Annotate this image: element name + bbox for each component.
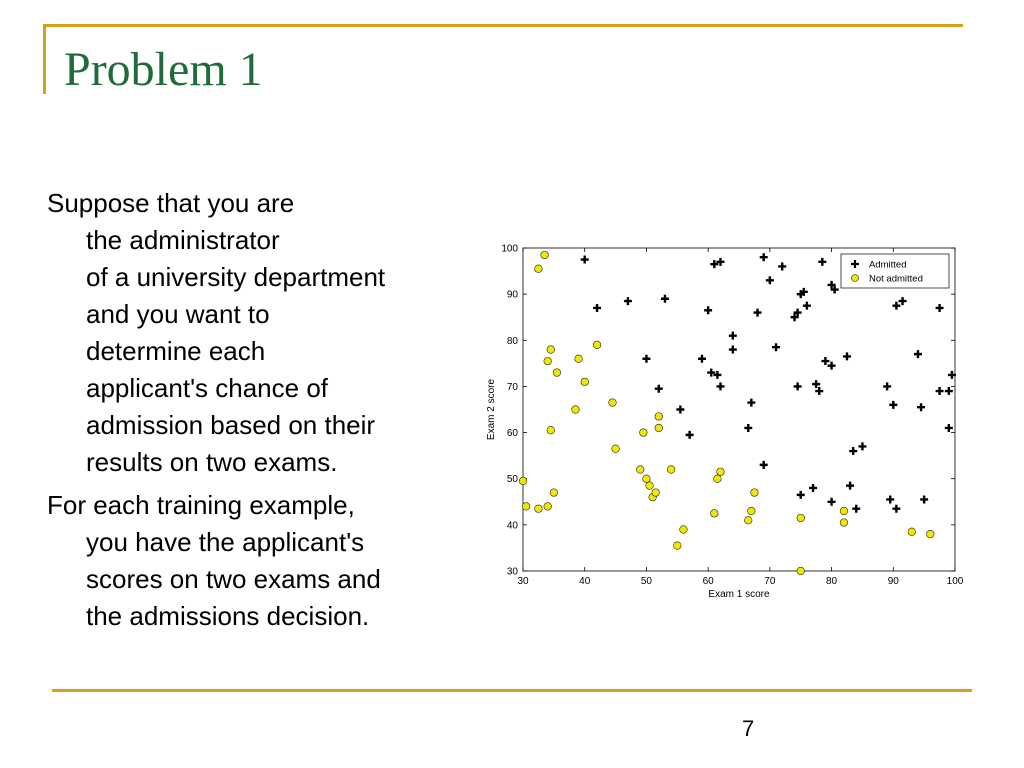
not-admitted-point: [751, 489, 759, 497]
paragraph-line: determine each: [86, 336, 266, 366]
not-admitted-point: [797, 514, 805, 522]
not-admitted-point: [550, 489, 558, 497]
not-admitted-point: [797, 567, 805, 575]
not-admitted-point: [544, 503, 552, 511]
not-admitted-point: [711, 510, 719, 518]
not-admitted-point: [535, 265, 543, 273]
not-admitted-point: [547, 346, 555, 354]
not-admitted-point: [908, 528, 916, 536]
not-admitted-point: [840, 507, 848, 515]
not-admitted-point: [655, 413, 663, 421]
not-admitted-point: [652, 489, 660, 497]
paragraph-1: [47, 185, 487, 481]
paragraph-line: applicant's chance of: [86, 373, 329, 403]
not-admitted-point: [717, 468, 725, 476]
paragraph-line: the administrator: [86, 225, 280, 255]
not-admitted-point: [572, 406, 580, 414]
not-admitted-point: [575, 355, 583, 363]
not-admitted-point: [519, 477, 527, 485]
y-tick-label: 80: [506, 335, 518, 347]
x-tick-label: 40: [579, 576, 591, 587]
paragraph-line: admission based on their: [86, 410, 376, 440]
paragraph-line: scores on two exams and: [86, 564, 381, 594]
bullet-list: [47, 185, 487, 641]
not-admitted-point: [581, 378, 589, 386]
not-admitted-point: [655, 424, 663, 432]
admissions-scatter-chart: [480, 236, 970, 611]
not-admitted-point: [612, 445, 620, 453]
paragraph-line: you have the applicant's: [86, 527, 365, 557]
not-admitted-point: [748, 507, 756, 515]
y-tick-label: 30: [506, 566, 518, 578]
paragraph-line: of a university department: [86, 262, 386, 292]
y-tick-label: 40: [506, 520, 518, 532]
page-number: 7: [742, 716, 755, 741]
not-admitted-point: [636, 466, 644, 474]
legend-label: Admitted: [869, 259, 907, 271]
not-admitted-point: [744, 516, 752, 524]
not-admitted-point: [609, 399, 617, 407]
paragraph-line: the admissions decision.: [86, 601, 370, 631]
title-accent-bar: [43, 24, 46, 94]
not-admitted-point: [714, 475, 722, 483]
not-admitted-point: [593, 341, 601, 349]
not-admitted-point: [680, 526, 688, 534]
paragraph-2: [47, 487, 487, 635]
not-admitted-point: [643, 475, 651, 483]
not-admitted-point: [646, 482, 654, 490]
slide-title: Problem 1: [64, 43, 263, 96]
y-tick-label: 70: [506, 381, 518, 393]
not-admitted-point: [547, 426, 555, 434]
x-axis-label: Exam 1 score: [708, 589, 770, 600]
x-tick-label: 100: [946, 576, 964, 587]
not-admitted-point: [640, 429, 648, 437]
not-admitted-point: [541, 251, 549, 259]
x-tick-label: 50: [640, 576, 652, 587]
y-tick-label: 50: [506, 474, 518, 486]
y-tick-label: 60: [506, 428, 518, 440]
top-accent-rule: [43, 24, 963, 27]
not-admitted-point: [544, 357, 552, 365]
not-admitted-point: [840, 519, 848, 527]
not-admitted-point: [673, 542, 681, 550]
y-axis-label: Exam 2 score: [486, 378, 497, 441]
not-admitted-point: [522, 503, 530, 511]
x-tick-label: 90: [887, 576, 899, 587]
paragraph-line: Suppose that you are: [47, 188, 295, 218]
x-tick-label: 30: [517, 576, 529, 587]
not-admitted-point: [927, 530, 935, 538]
paragraph-line: For each training example,: [47, 490, 355, 520]
legend-label: Not admitted: [869, 273, 923, 285]
not-admitted-point: [667, 466, 675, 474]
x-tick-label: 60: [702, 576, 714, 587]
bottom-accent-rule: [52, 689, 972, 692]
x-tick-label: 80: [826, 576, 838, 587]
paragraph-line: results on two exams.: [86, 447, 338, 477]
paragraph-line: and you want to: [86, 299, 270, 329]
not-admitted-point: [553, 369, 561, 377]
y-tick-label: 100: [501, 243, 518, 255]
y-tick-label: 90: [506, 289, 518, 301]
x-tick-label: 70: [764, 576, 776, 587]
plot-frame: [523, 248, 955, 571]
not-admitted-point: [535, 505, 543, 513]
legend-not-admitted-marker: [852, 275, 859, 282]
